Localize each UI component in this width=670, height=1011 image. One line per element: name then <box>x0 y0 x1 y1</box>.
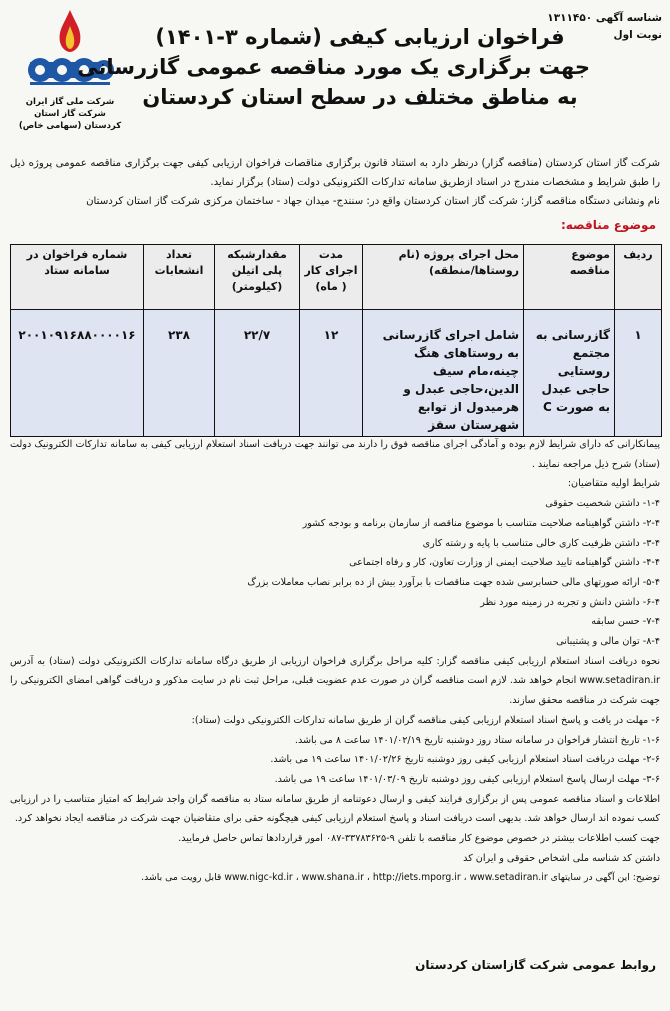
table-row <box>11 310 662 437</box>
condition-item: ۶-۴- داشتن دانش و تجربه در زمینه مورد نظر <box>480 596 660 608</box>
title-line-1: فراخوان ارزیابی کیفی (شماره ۳-۱۴۰۱) <box>155 25 565 49</box>
cell-row-no: ۱ <box>615 310 662 437</box>
info-paragraph: اطلاعات و اسناد مناقصه عمومی پس از برگزاری فرایند کیفی و ارسال دعوتنامه از طریق سامانه ستاد به مناقصه گران واجد شرایط که امتیاز متناسب را در ارزیابی کسب نموده اند ارسال خواهد شد. بدیهی است دریافت اسناد و پاسخ استعلام ارزیابی کیفی هیچگونه حقی برای متقاضیان جهت شرکت در مناقصه ایجاد نخواهد کرد. <box>10 793 660 825</box>
body-paragraph-1: پیمانکارانی که دارای شرایط لازم بوده و آمادگی اجرای مناقصه فوق را دارند می توانند جهت دریافت اسناد استعلام ارزیابی کیفی به سامانه تدارکات الکترونیک دولت (ستاد) شرح ذیل مراجعه نمایند . <box>10 439 660 470</box>
public-relations-signature: روابط عمومی شرکت گازاستان کردستان <box>415 958 656 972</box>
condition-item: ۵-۴- ارائه صورتهای مالی حسابرسی شده جهت مناقصات با برآورد بیش از ده برابر نصاب معاملات بزرگ <box>247 576 660 588</box>
cell-subject: گازرسانی به مجتمع روستایی حاجی عبدل به صورت C <box>524 310 615 437</box>
logo-line-1: شرکت ملی گاز ایران <box>25 97 115 107</box>
ad-number: شناسه آگهی ۱۳۱۱۴۵۰ <box>547 12 662 24</box>
title-line-2: جهت برگزاری یک مورد مناقصه عمومی گازرسانی <box>77 55 590 79</box>
contact-paragraph: جهت کسب اطلاعات بیشتر در خصوص موضوع کار مناقصه با تلفن ۹-۳۳۷۸۳۶۲۵-۰۸۷ امور قراردادها تماس حاصل فرمایید. <box>178 833 660 845</box>
logo-line-2: شرکت گاز استان <box>34 109 106 119</box>
logo-caption <box>14 96 126 132</box>
deadlines-title: ۶- مهلت در یافت و پاسخ اسناد استعلام ارزیابی کیفی مناقصه گران از طریق سامانه تدارکات الکترونیکی دولت (ستاد): <box>191 714 660 726</box>
title-block <box>77 22 590 112</box>
col-header-network: مقدارشبکه پلی اتیلن (کیلومتر) <box>215 245 300 310</box>
document-method: نحوه دریافت اسناد استعلام ارزیابی کیفی مناقصه گزار: کلیه مراحل برگزاری فراخوان ارزیابی از طریق درگاه سامانه تدارکات الکترونیکی دولت (ستاد) به آدرس www.setadiran.ir انجام خواهد شد. لازم است مناقصه گران در صورت عدم عضویت قبلی، مراحل ثبت نام در سایت مذکور و دریافت گواهی امضای الکترونیکی را جهت شرکت در مناقصه محقق سازند. <box>10 655 660 707</box>
table-header-row <box>11 245 662 310</box>
logo-line-3: کردستان (سهامی خاص) <box>18 121 122 131</box>
tenderer-address: نام ونشانی دستگاه مناقصه گزار: شرکت گاز استان کردستان واقع در: سنندج- میدان جهاد - ساختمان مرکزی شرکت گاز استان کردستان <box>86 196 660 207</box>
condition-item: ۱-۴- داشتن شخصیت حقوقی <box>545 498 660 510</box>
col-header-row-no: ردیف <box>615 245 662 310</box>
id-paragraph: داشتن کد شناسه ملی اشخاص حقوقی و ایران کد <box>463 852 660 864</box>
tender-table <box>10 244 662 437</box>
subject-heading: موضوع مناقصه: <box>560 218 656 232</box>
condition-item: ۸-۴- توان مالی و پشتیبانی <box>556 636 660 648</box>
cell-duration: ۱۲ <box>300 310 363 437</box>
col-header-tender-no: شماره فراخوان در سامانه ستاد <box>11 245 144 310</box>
body-text <box>10 435 660 888</box>
condition-item: ۴-۴- داشتن گواهینامه تایید صلاحیت ایمنی از وزارت تعاون، کار و رفاه اجتماعی <box>349 557 660 569</box>
cell-location: شامل اجرای گازرسانی به روستاهای هنگ چینه،مام سیف الدین،حاجی عبدل و هرمیدول از توابع شهرستان سقز <box>363 310 524 437</box>
title-line-3: به مناطق مختلف در سطح استان کردستان <box>142 85 578 109</box>
websites-note: توضیح: این آگهی در سایتهای www.nigc-kd.ir ، www.shana.ir ، http://iets.mporg.ir ، www.setadiran.ir قابل رویت می باشد. <box>141 872 660 884</box>
cell-network: ۲۲/۷ <box>215 310 300 437</box>
col-header-subject: موضوع مناقصه <box>524 245 615 310</box>
col-header-location: محل اجرای پروژه (نام روستاها/منطقه) <box>363 245 524 310</box>
cell-tender-no: ۲۰۰۱۰۹۱۶۸۸۰۰۰۰۱۶ <box>11 310 144 437</box>
condition-item: ۳-۴- داشتن ظرفیت کاری خالی متناسب با پایه و رشته کاری <box>422 537 660 549</box>
condition-item: ۷-۴- حسن سابقه <box>591 616 660 628</box>
intro-paragraph: شرکت گاز استان کردستان (مناقصه گزار) درنظر دارد به استناد قانون برگزاری مناقصات فراخوان ارزیابی کیفی جهت برگزاری مناقصه عمومی پروژه ذیل را طبق شرایط و مشخصات مندرج در اسناد ازطریق سامانه تدارکات الکترونیکی دولت (ستاد) برگزار نماید. <box>10 158 660 188</box>
deadline-item: ۳-۶- مهلت ارسال پاسخ استعلام ارزیابی کیفی روز دوشنبه تاریخ ۱۴۰۱/۰۳/۰۹ ساعت ۱۹ می باشد. <box>274 773 660 785</box>
cell-branches: ۲۳۸ <box>144 310 215 437</box>
intro-text <box>10 154 660 211</box>
publication-turn: نوبت اول <box>613 29 662 41</box>
conditions-title: شرایط اولیه متقاضیان: <box>567 478 660 490</box>
deadline-item: ۲-۶- مهلت دریافت اسناد استعلام ارزیابی کیفی روز دوشنبه تاریخ ۱۴۰۱/۰۲/۲۶ ساعت ۱۹ می باشد. <box>270 754 660 766</box>
col-header-duration: مدت اجرای کار ( ماه) <box>300 245 363 310</box>
condition-item: ۲-۴- داشتن گواهینامه صلاحیت متناسب با موضوع مناقصه از سازمان برنامه و بودجه کشور <box>302 517 660 529</box>
deadline-item: ۱-۶- تاریخ انتشار فراخوان در سامانه ستاد روز دوشنبه تاریخ ۱۴۰۱/۰۲/۱۹ ساعت ۸ می باشد. <box>294 734 660 746</box>
col-header-branches: تعداد انشعابات <box>144 245 215 310</box>
